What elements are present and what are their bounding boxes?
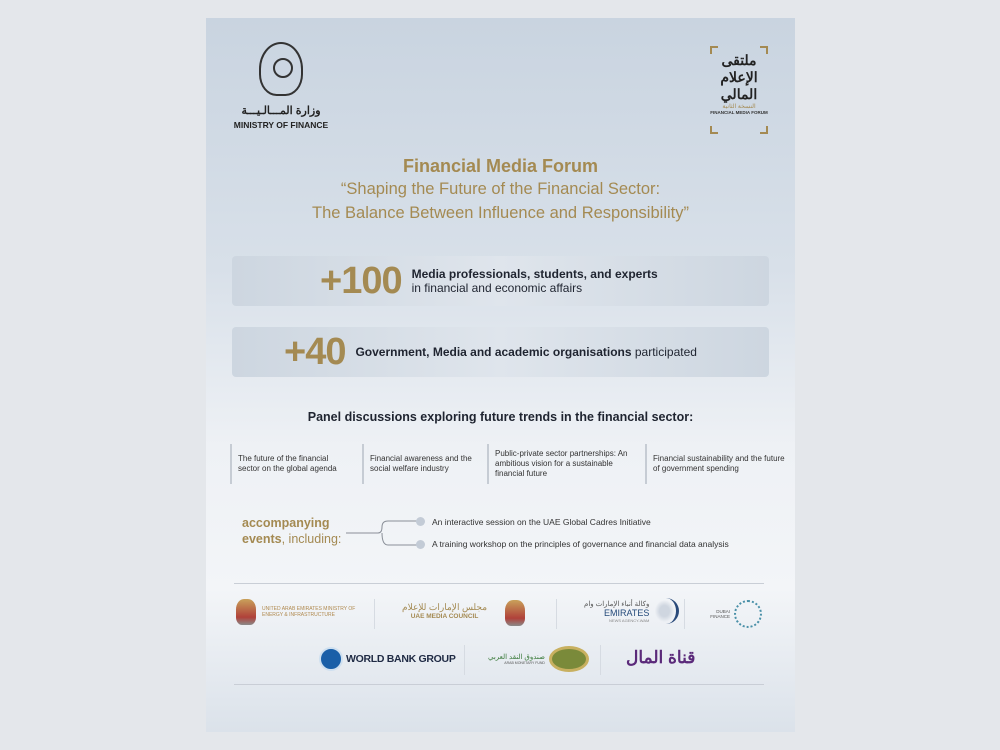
bullet-icon bbox=[416, 540, 425, 549]
moei-text: UNITED ARAB EMIRATES MINISTRY OF ENERGY & INFRASTRUCTURE bbox=[262, 606, 356, 618]
logo-arab-monetary-fund bbox=[488, 646, 589, 672]
dubai-finance-text: DUBAI FINANCE bbox=[710, 609, 730, 619]
stat-organisations bbox=[232, 327, 769, 377]
panel-topic: Public-private sector partnerships: An ambitious vision for a sustainable financial future bbox=[487, 444, 637, 484]
logo-world-bank bbox=[319, 647, 456, 671]
media-council-en: UAE MEDIA COUNCIL bbox=[410, 613, 479, 620]
wam-sub: NEWS AGENCY-WAM bbox=[609, 617, 650, 623]
event-item: A training workshop on the principles of governance and financial data analysis bbox=[432, 539, 729, 549]
wam-en: EMIRATES bbox=[604, 607, 650, 618]
world-bank-text: WORLD BANK GROUP bbox=[346, 653, 456, 665]
panel-topic: The future of the financial sector on the global agenda bbox=[230, 444, 350, 484]
divider bbox=[234, 684, 764, 685]
amf-emblem-icon bbox=[549, 646, 589, 672]
uae-emblem-icon bbox=[259, 42, 303, 96]
dubai-finance-emblem-icon bbox=[734, 600, 762, 628]
stat-normal: in financial and economic affairs bbox=[411, 281, 583, 295]
forum-logo-en: FINANCIAL MEDIA FORUM bbox=[710, 110, 768, 115]
forum-edition: النسخة الثانية bbox=[722, 104, 756, 110]
title-block bbox=[206, 156, 795, 225]
uae-emblem-icon bbox=[505, 600, 525, 626]
stat-participants bbox=[232, 256, 769, 306]
event-item: An interactive session on the UAE Global Cadres Initiative bbox=[432, 517, 651, 527]
page-title: Financial Media Forum bbox=[402, 156, 599, 176]
stat-bold: Government, Media and academic organisations bbox=[355, 345, 632, 359]
stat-number: +100 bbox=[320, 259, 402, 302]
wam-ar: وكالة أنباء الإمارات وام bbox=[584, 600, 650, 608]
logo-almal-channel: قناة المال bbox=[626, 648, 696, 667]
ministry-name-ar: وزارة المـــالـيـــة bbox=[241, 105, 321, 117]
bracket-connector bbox=[346, 518, 426, 548]
subtitle-line-2: The Balance Between Influence and Responsibility” bbox=[312, 204, 689, 222]
forum-logo-ar: ملتقى الإعلام المالي bbox=[720, 52, 758, 102]
panel-topic: Financial awareness and the social welfare industry bbox=[362, 444, 477, 484]
stat-bold: Media professionals, students, and experts bbox=[411, 267, 658, 281]
globe-icon bbox=[319, 647, 343, 671]
stat-normal: participated bbox=[631, 345, 697, 359]
events-label-bold: events bbox=[242, 532, 282, 546]
logo-dubai-finance bbox=[706, 600, 762, 628]
events-label-line1: accompanying bbox=[242, 516, 330, 530]
events-label bbox=[242, 515, 341, 547]
divider bbox=[234, 583, 764, 584]
stat-number: +40 bbox=[284, 330, 346, 373]
logo-moei bbox=[236, 599, 362, 625]
subtitle-line-1: “Shaping the Future of the Financial Sector: bbox=[340, 180, 661, 198]
bullet-icon bbox=[416, 517, 425, 526]
logo-uae-media-council bbox=[402, 602, 487, 620]
poster bbox=[206, 18, 795, 732]
ministry-of-finance-logo bbox=[226, 42, 336, 130]
panel-topic: Financial sustainability and the future of government spending bbox=[645, 444, 785, 484]
uae-emblem-icon bbox=[236, 599, 256, 625]
ministry-name-en: MINISTRY OF FINANCE bbox=[233, 120, 329, 130]
panels-heading: Panel discussions exploring future trends in the financial sector: bbox=[307, 410, 694, 424]
forum-logo bbox=[710, 46, 768, 134]
amf-ar: صندوق النقد العربي bbox=[488, 654, 545, 661]
media-council-ar: مجلس الإمارات للإعلام bbox=[402, 602, 488, 612]
logo-wam bbox=[584, 598, 679, 624]
events-label-normal: , including: bbox=[281, 532, 342, 546]
amf-en: ARAB MONETARY FUND bbox=[504, 661, 545, 665]
wam-globe-icon bbox=[653, 598, 679, 624]
